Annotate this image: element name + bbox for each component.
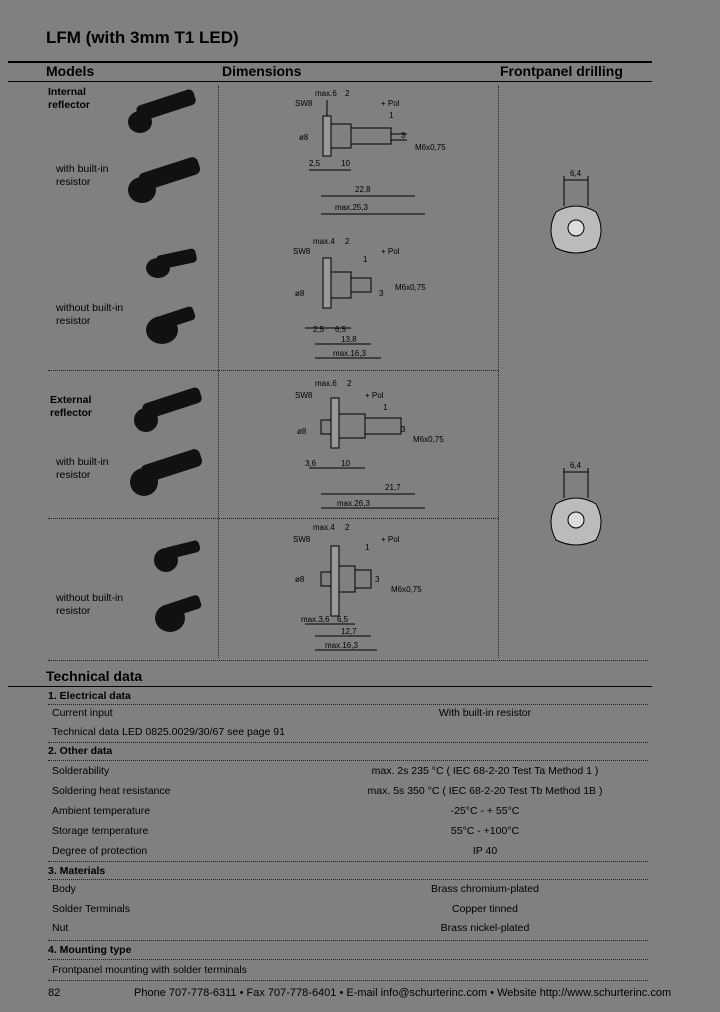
dim-c-pol: + Pol	[365, 391, 384, 400]
dim-d-d1: max.3,6	[301, 615, 330, 624]
dim-d-d3: 12,7	[341, 627, 357, 636]
table-bottom-divider	[48, 660, 648, 661]
dim-a-d4: max.25,3	[335, 203, 368, 212]
protection-label: Degree of protection	[52, 845, 148, 857]
dim-c-d4: max.26,3	[337, 499, 370, 508]
dim-c-d3: 21,7	[385, 483, 401, 492]
soldering-heat-value: max. 5s 350 °C ( IEC 68-2-20 Test Tb Method 1B )	[367, 785, 603, 797]
drilling-drawing-internal	[540, 166, 610, 256]
solderability-label: Solderability	[52, 765, 110, 777]
current-input-value: With built-in resistor	[438, 707, 532, 719]
dimension-drawing-internal-with-resistor	[285, 86, 446, 226]
divider	[48, 861, 648, 862]
dim-a-one: 1	[389, 111, 394, 120]
dim-d-d2: 6,5	[337, 615, 349, 624]
solder-terminals-value: Copper tinned	[452, 903, 518, 915]
dim-b-sw: SW8	[293, 247, 311, 256]
dim-a-d1: 2,5	[309, 159, 321, 168]
dim-c-max: max.6	[315, 379, 337, 388]
product-photo-6	[130, 448, 204, 496]
body-label: Body	[52, 883, 76, 895]
protection-value: IP 40	[472, 845, 498, 857]
dim-d-max: max.4	[313, 523, 335, 532]
divider	[48, 704, 648, 705]
dim-a-sw: SW8	[295, 99, 313, 108]
dim-b-two: 2	[345, 237, 350, 246]
dim-d-pol: + Pol	[381, 535, 400, 544]
dim-a-d3: 22,8	[355, 185, 371, 194]
product-photo-5	[134, 386, 203, 432]
dim-a-dia: ø8	[299, 133, 309, 142]
product-photo-8	[155, 594, 202, 632]
electrical-heading: 1. Electrical data	[48, 690, 131, 702]
internal-with-resistor-label: with built-in resistor	[56, 163, 109, 188]
nut-label: Nut	[52, 922, 69, 934]
dim-d-two: 2	[345, 523, 350, 532]
dim-a-two: 2	[345, 89, 350, 98]
dim-b-d2: 6,5	[335, 325, 347, 334]
divider	[48, 742, 648, 743]
col-divider-1	[218, 86, 219, 658]
dim-a-thread: M6x0,75	[415, 143, 446, 152]
dim-b-three: 3	[379, 289, 384, 298]
product-photo-3	[146, 248, 198, 278]
drilling-dim-1: 6,4	[570, 169, 582, 178]
dim-d-thread: M6x0,75	[391, 585, 422, 594]
divider	[48, 879, 648, 880]
dim-b-pol: + Pol	[381, 247, 400, 256]
technical-data-title: Technical data	[46, 668, 143, 684]
page-number: 82	[48, 987, 61, 999]
soldering-heat-label: Soldering heat resistance	[52, 785, 171, 797]
footer-contact: Phone 707-778-6311 • Fax 707-778-6401 • E-mail info@schurterinc.com • Website http://www.schurterinc.com	[134, 987, 672, 999]
dim-d-one: 1	[365, 543, 370, 552]
internal-without-resistor-label: without built-in resistor	[56, 302, 124, 327]
dim-c-two: 2	[347, 379, 352, 388]
divider	[48, 959, 648, 960]
col-frontpanel-drilling: Frontpanel drilling	[500, 63, 623, 79]
dim-d-d4: max.16,3	[325, 641, 358, 650]
external-without-resistor-label: without built-in resistor	[56, 592, 124, 617]
solderability-value: max. 2s 235 °C ( IEC 68-2-20 Test Ta Method 1 )	[371, 765, 599, 777]
col-models: Models	[46, 63, 95, 79]
product-photos	[120, 90, 216, 640]
external-with-resistor-label: with built-in resistor	[56, 456, 109, 481]
dim-c-d1: 3,6	[305, 459, 317, 468]
header-underline	[8, 81, 652, 82]
dim-b-max: max.4	[313, 237, 335, 246]
body-value: Brass chromium-plated	[431, 883, 539, 895]
product-photo-1	[128, 88, 197, 133]
mounting-heading: 4. Mounting type	[48, 944, 132, 956]
dim-c-thread: M6x0,75	[413, 435, 444, 444]
dim-b-d1: 2,5	[313, 325, 325, 334]
col-divider-2	[498, 86, 499, 658]
dim-c-three: 3	[401, 425, 406, 434]
drilling-drawing-external	[540, 458, 610, 548]
dim-c-dia: ø8	[297, 427, 307, 436]
divider	[48, 760, 648, 761]
internal-reflector-label: Internal reflector	[48, 86, 91, 111]
storage-temp-label: Storage temperature	[52, 825, 149, 837]
dim-d-three: 3	[375, 575, 380, 584]
storage-temp-value: 55°C - +100°C	[450, 825, 520, 837]
product-photo-4	[146, 306, 196, 344]
ambient-temp-label: Ambient temperature	[52, 805, 151, 817]
dimension-drawing-external-without-resistor	[285, 520, 435, 656]
dim-b-d3: 13,8	[341, 335, 357, 344]
product-photo-2	[128, 156, 202, 203]
col-dimensions: Dimensions	[222, 63, 302, 79]
ambient-temp-value: -25°C - + 55°C	[450, 805, 520, 817]
product-photo-7	[154, 540, 201, 572]
external-reflector-label: External reflector	[50, 394, 93, 419]
nut-value: Brass nickel-plated	[440, 922, 530, 934]
dim-d-sw: SW8	[293, 535, 311, 544]
materials-heading: 3. Materials	[48, 865, 106, 877]
page-title: LFM (with 3mm T1 LED)	[46, 28, 239, 47]
drilling-dim-2: 6,4	[570, 461, 582, 470]
dim-c-sw: SW8	[295, 391, 313, 400]
group-divider	[48, 370, 498, 371]
divider	[48, 980, 648, 981]
dim-a-pol: + Pol	[381, 99, 400, 108]
technical-rule	[8, 686, 652, 687]
dim-d-dia: ø8	[295, 575, 305, 584]
divider	[48, 940, 648, 941]
dimension-drawing-external-with-resistor	[285, 376, 444, 514]
dim-b-thread: M6x0,75	[395, 283, 426, 292]
subgroup-divider	[48, 518, 498, 519]
electrical-note: Technical data LED 0825.0029/30/67 see page 91	[52, 726, 285, 738]
dim-c-one: 1	[383, 403, 388, 412]
mounting-value: Frontpanel mounting with solder terminals	[52, 964, 247, 976]
dim-a-d2: 10	[341, 159, 350, 168]
dim-c-d2: 10	[341, 459, 350, 468]
dim-a-three: 3	[401, 131, 406, 140]
current-input-label: Current input	[52, 707, 113, 719]
dim-b-dia: ø8	[295, 289, 305, 298]
dim-b-d4: max.16,3	[333, 349, 366, 358]
solder-terminals-label: Solder Terminals	[52, 903, 131, 915]
other-data-heading: 2. Other data	[48, 745, 113, 757]
dim-b-one: 1	[363, 255, 368, 264]
dim-a-max: max.6	[315, 89, 337, 98]
dimension-drawing-internal-without-resistor	[285, 232, 435, 364]
